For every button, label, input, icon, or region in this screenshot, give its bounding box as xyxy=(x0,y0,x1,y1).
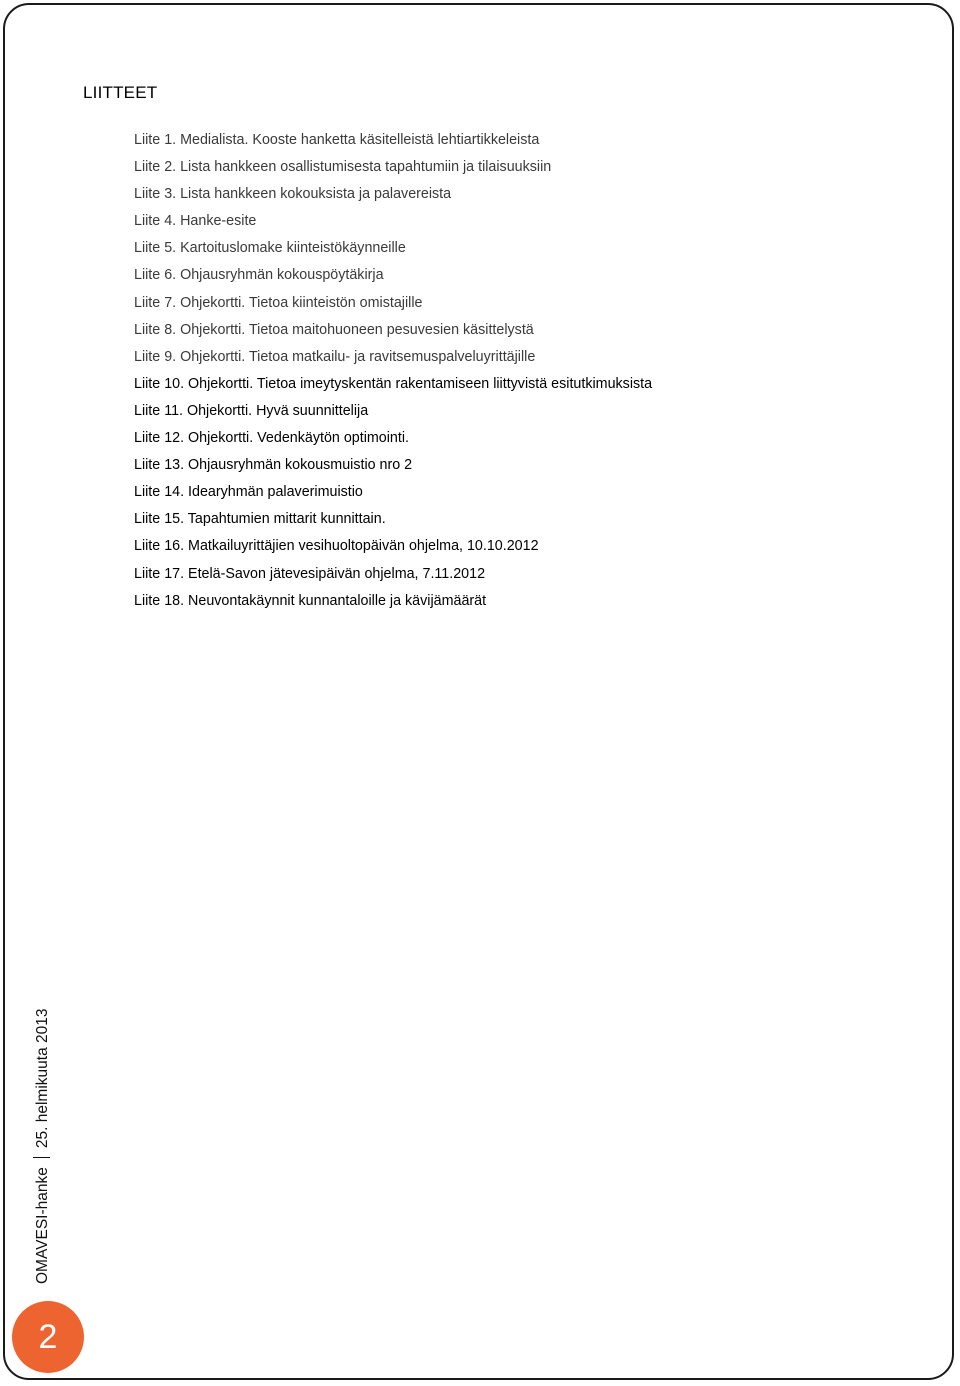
attachment-item-1: Liite 1. Medialista. Kooste hanketta käsitelleistä lehtiartikkeleista xyxy=(134,132,540,148)
attachment-item-11: Liite 11. Ohjekortti. Hyvä suunnittelija xyxy=(134,402,369,419)
attachment-item-7: Liite 7. Ohjekortti. Tietoa kiinteistön omistajille xyxy=(134,294,423,311)
attachment-item-6: Liite 6. Ohjausryhmän kokouspöytäkirja xyxy=(134,267,384,284)
attachment-item-14: Liite 14. Idearyhmän palaverimuistio xyxy=(134,484,363,501)
sidebar-footer xyxy=(33,1009,52,1284)
page-number: 2 xyxy=(38,1318,58,1356)
sidebar-separator xyxy=(33,1157,50,1158)
attachment-item-10: Liite 10. Ohjekortti. Tietoa imeytyskentän rakentamiseen liittyvistä esitutkimuksista xyxy=(134,375,653,392)
attachment-item-8: Liite 8. Ohjekortti. Tietoa maitohuoneen pesuvesien käsittelystä xyxy=(134,321,534,338)
attachment-item-2: Liite 2. Lista hankkeen osallistumisesta tapahtumiin ja tilaisuuksiin xyxy=(134,159,552,176)
attachment-list xyxy=(134,129,652,617)
attachment-item-3: Liite 3. Lista hankkeen kokouksista ja palavereista xyxy=(134,186,452,203)
attachment-item-16: Liite 16. Matkailuyrittäjien vesihuoltopäivän ohjelma, 10.10.2012 xyxy=(134,538,539,555)
sidebar-date: 25. helmikuuta 2013 xyxy=(34,1008,51,1149)
attachment-item-12: Liite 12. Ohjekortti. Vedenkäytön optimointi. xyxy=(134,430,409,447)
attachment-item-9: Liite 9. Ohjekortti. Tietoa matkailu- ja ravitsemuspalveluyrittäjille xyxy=(134,348,536,365)
attachment-item-17: Liite 17. Etelä-Savon jätevesipäivän ohjelma, 7.11.2012 xyxy=(134,565,486,582)
sidebar-project-name: OMAVESI-hanke xyxy=(34,1167,51,1284)
page-heading: LIITTEET xyxy=(83,83,158,102)
attachment-item-4: Liite 4. Hanke-esite xyxy=(134,213,257,230)
attachment-item-18: Liite 18. Neuvontakäynnit kunnantaloille ja kävijämäärät xyxy=(134,592,487,609)
attachment-item-13: Liite 13. Ohjausryhmän kokousmuistio nro 2 xyxy=(134,457,413,474)
attachment-item-5: Liite 5. Kartoituslomake kiinteistökäynneille xyxy=(134,240,406,257)
page-number-badge xyxy=(12,1301,84,1373)
attachment-item-15: Liite 15. Tapahtumien mittarit kunnittain. xyxy=(134,511,386,528)
